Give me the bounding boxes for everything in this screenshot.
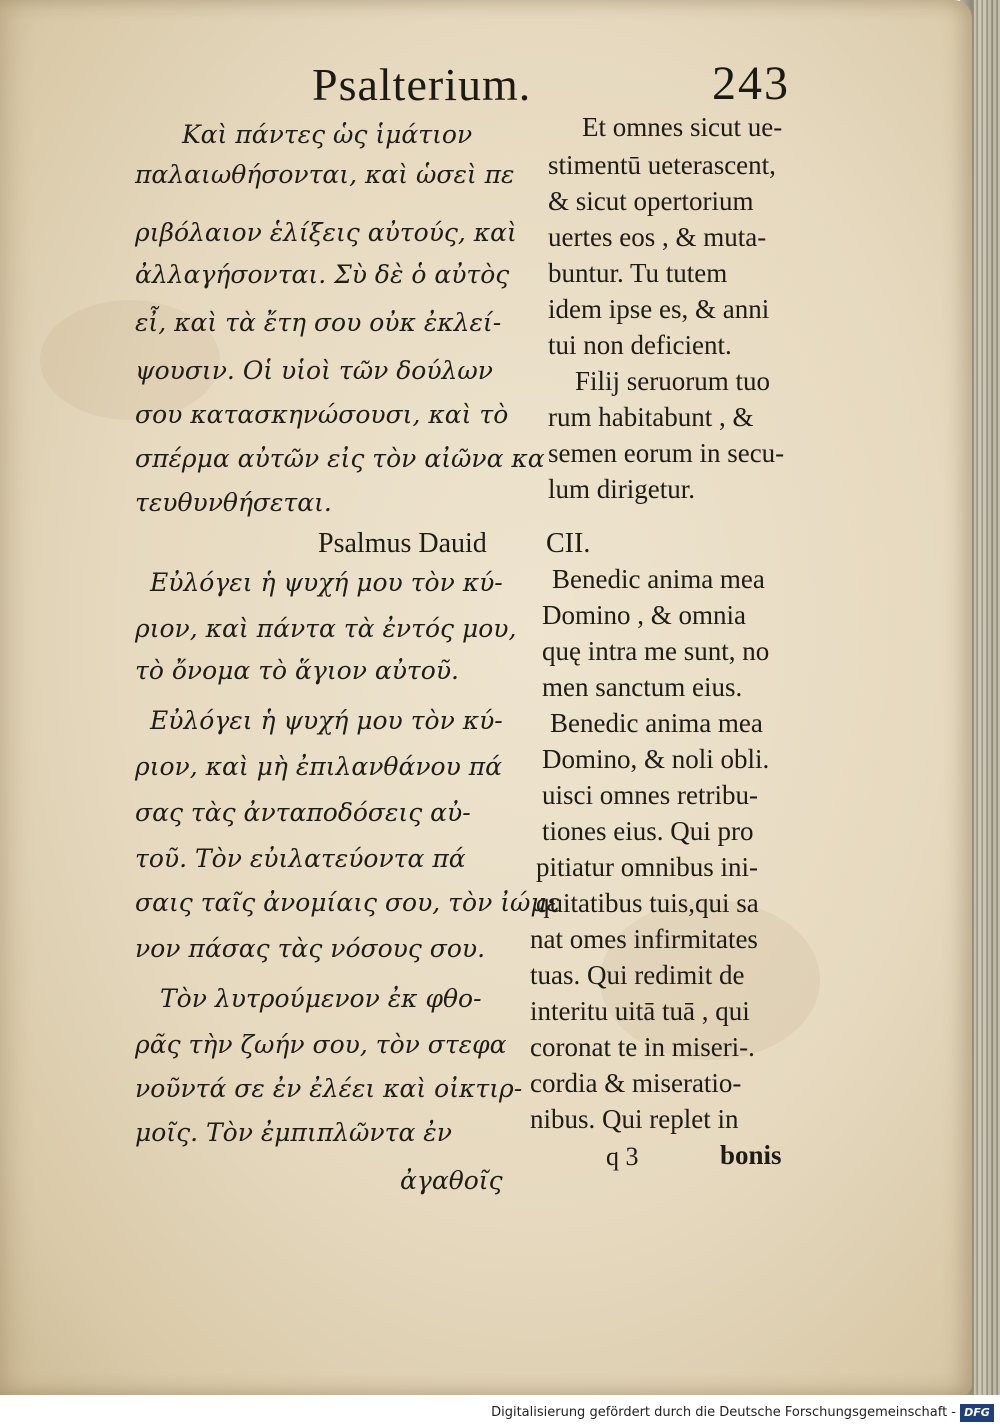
greek-line: Τὸν λυτρούμενον ἐκ φθο-: [160, 984, 482, 1013]
greek-line: ψουσιν. Οἱ υἱοὶ τῶν δούλων: [135, 356, 493, 385]
greek-line: σπέρμα αὐτῶν εἰς τὸν αἰῶνα κα: [135, 444, 545, 473]
page-number: 243: [712, 57, 790, 110]
latin-line: coronat te in miseri-.: [530, 1032, 755, 1062]
psalm-heading-right: CII.: [546, 528, 591, 559]
greek-line: Εὐλόγει ἡ ψυχή μου τὸν κύ-: [150, 706, 503, 735]
greek-line: νοῦντά σε ἐν ἐλέει καὶ οἰκτιρ-: [135, 1074, 523, 1103]
running-title: Psalterium.: [312, 59, 532, 110]
greek-line: Καὶ πάντες ὡς ἱμάτιον: [182, 120, 473, 149]
greek-line: τοῦ. Τὸν εὐιλατεύοντα πά: [135, 844, 466, 873]
greek-line: ριον, καὶ μὴ ἐπιλανθάνου πά: [135, 752, 503, 781]
signature-mark: q 3: [606, 1142, 639, 1171]
latin-line: uisci omnes retribu-: [542, 780, 758, 810]
greek-line: εἶ, καὶ τὰ ἔτη σου οὐκ ἐκλεί-: [135, 308, 502, 337]
funding-credit: Digitalisierung gefördert durch die Deutsche Forschungsgemeinschaft -: [491, 1405, 956, 1420]
latin-line: stimentū ueterascent,: [548, 150, 776, 180]
latin-line: tui non deficient.: [548, 330, 732, 360]
latin-line: nat omes infirmitates: [530, 924, 758, 954]
latin-line: cordia & miseratio-: [530, 1068, 742, 1098]
latin-line: Benedic anima mea: [552, 564, 765, 594]
dfg-logo-icon: DFG: [960, 1404, 994, 1422]
greek-line: ρᾶς τὴν ζωήν σου, τὸν στεφα: [135, 1030, 507, 1059]
latin-line: Domino , & omnia: [542, 600, 746, 630]
latin-line: tiones eius. Qui pro: [542, 816, 754, 846]
latin-line: tuas. Qui redimit de: [530, 960, 745, 990]
latin-line: Et omnes sicut ue-: [582, 112, 783, 142]
latin-line: idem ipse es, & anni: [548, 294, 770, 324]
greek-line: τευθυνθήσεται.: [135, 488, 332, 517]
latin-line: Filij seruorum tuo: [575, 366, 770, 396]
latin-line: buntur. Tu tutem: [548, 258, 728, 288]
latin-line: lum dirigetur.: [548, 474, 695, 504]
greek-catchword: ἀγαθοῖς: [400, 1166, 503, 1195]
greek-line: μοῖς. Τὸν ἐμπιπλῶντα ἐν: [135, 1118, 452, 1147]
greek-line: τὸ ὄνομα τὸ ἅγιον αὐτοῦ.: [135, 656, 459, 685]
greek-line: σας τὰς ἀνταποδόσεις αὐ-: [135, 798, 471, 827]
latin-line: rum habitabunt , &: [548, 402, 754, 432]
latin-line: quę intra me sunt, no: [542, 636, 770, 666]
greek-line: ριβόλαιον ἑλίξεις αὐτούς, καὶ: [135, 218, 517, 247]
latin-line: & sicut opertorium: [548, 186, 754, 216]
latin-line: quitatibus tuis,qui sa: [536, 888, 759, 918]
latin-line: semen eorum in secu-: [548, 438, 785, 468]
page-edges: [974, 0, 1000, 1395]
latin-line: pitiatur omnibus ini-: [536, 852, 758, 882]
latin-line: Domino, & noli obli.: [542, 744, 770, 774]
greek-line: παλαιωθήσονται, καὶ ὡσεὶ πε: [135, 160, 515, 189]
greek-line: σαις ταῖς ἀνομίαις σου, τὸν ἰώμε: [135, 888, 561, 917]
greek-line: νον πάσας τὰς νόσους σου.: [135, 934, 486, 963]
latin-line: nibus. Qui replet in: [530, 1104, 739, 1134]
catchword: bonis: [720, 1140, 782, 1170]
greek-line: σου κατασκηνώσουσι, καὶ τὸ: [135, 400, 509, 429]
latin-line: men sanctum eius.: [542, 672, 743, 702]
latin-line: uertes eos , & muta-: [548, 222, 767, 252]
psalm-heading-left: Psalmus Dauid: [318, 528, 487, 559]
latin-line: Benedic anima mea: [550, 708, 763, 738]
greek-line: Εὐλόγει ἡ ψυχή μου τὸν κύ-: [150, 568, 503, 597]
latin-line: interitu uitā tuā , qui: [530, 996, 750, 1026]
greek-line: ριον, καὶ πάντα τὰ ἐντός μου,: [135, 614, 517, 643]
greek-line: ἀλλαγήσονται. Σὺ δὲ ὁ αὐτὸς: [135, 260, 510, 289]
footer-bar: [0, 1395, 1000, 1428]
